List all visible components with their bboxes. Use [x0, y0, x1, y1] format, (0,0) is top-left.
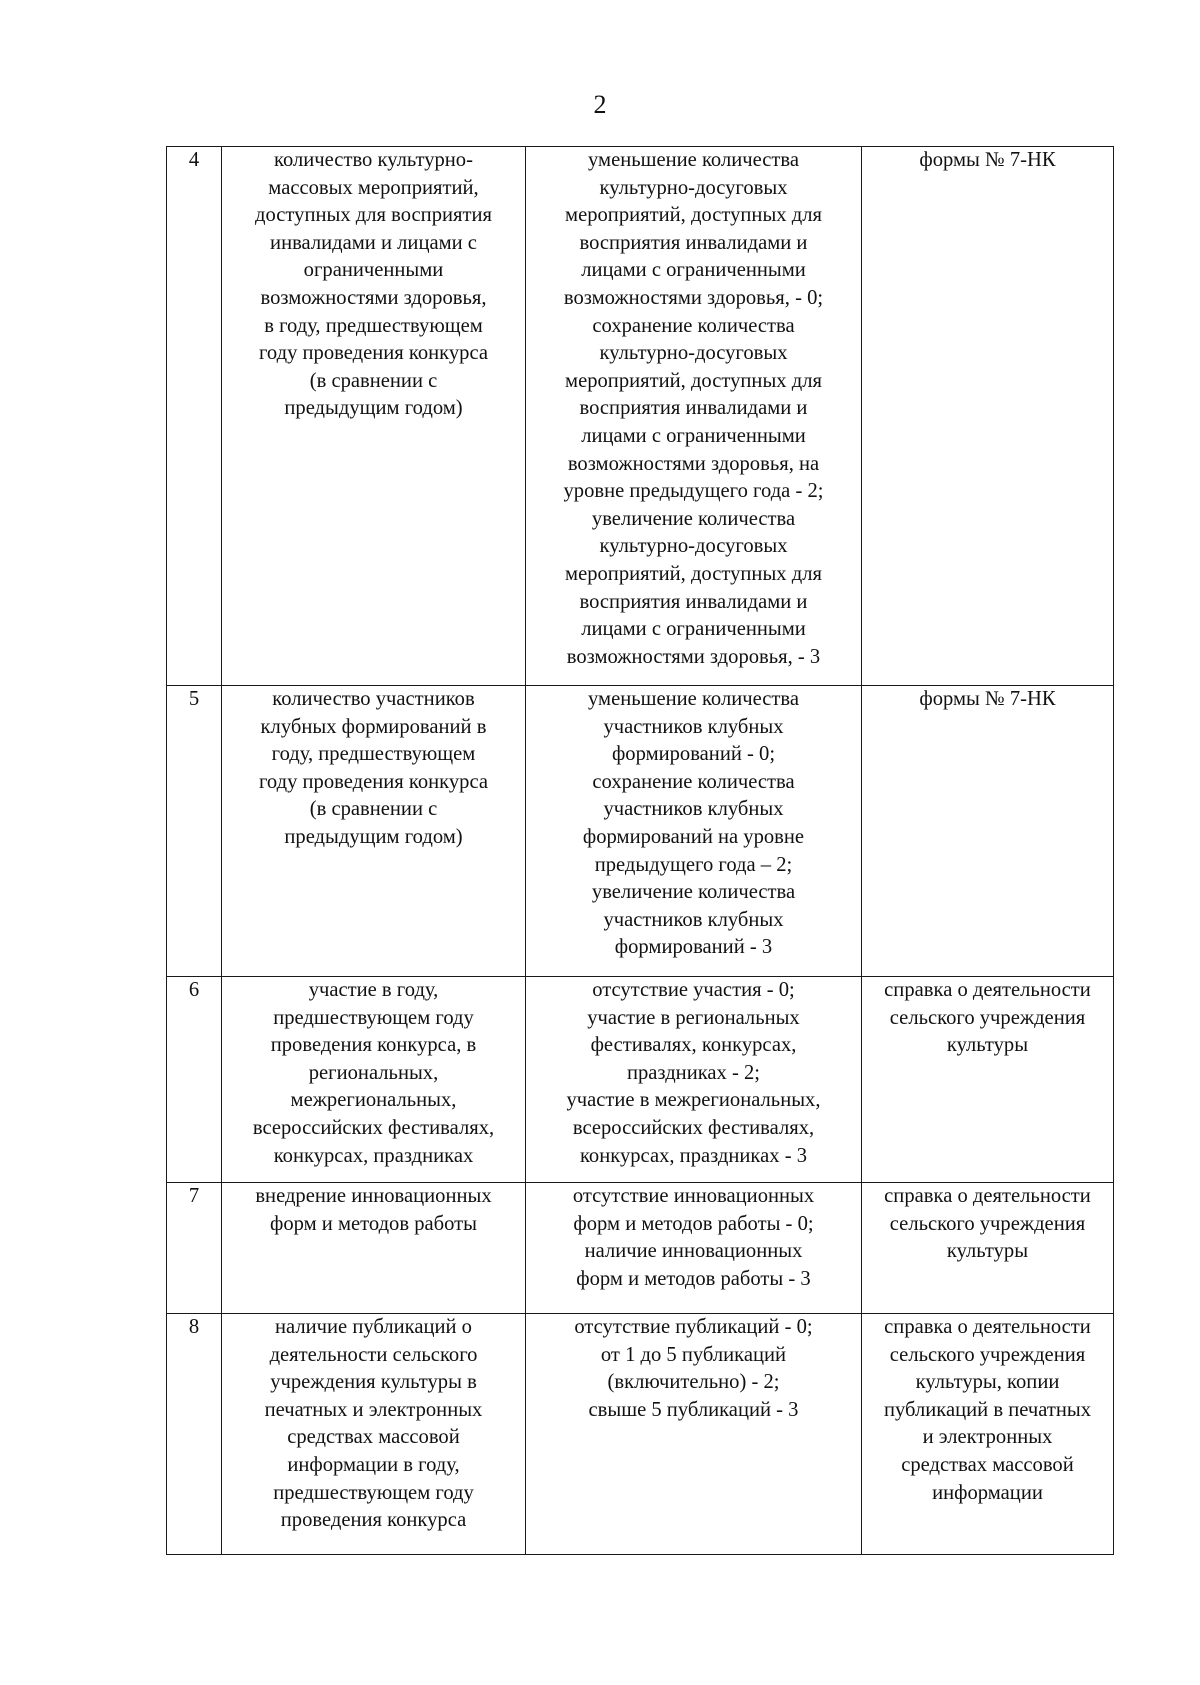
row-number: 7: [167, 1183, 222, 1314]
scoring-cell: отсутствие участия - 0; участие в региональных фестивалях, конкурсах, праздниках - 2; участие в межрегиональных, всероссийских фестивалях, конкурсах, праздниках - 3: [526, 977, 862, 1183]
source-cell: формы № 7-НК: [862, 686, 1114, 977]
row-number: 5: [167, 686, 222, 977]
criteria-table: [166, 146, 1114, 1555]
indicator-cell: наличие публикаций о деятельности сельского учреждения культуры в печатных и электронных средствах массовой информации в году, предшествующем году проведения конкурса: [222, 1314, 526, 1555]
scoring-cell: уменьшение количества культурно-досуговых мероприятий, доступных для восприятия инвалидами и лицами с ограниченными возможностями здоровья, - 0; сохранение количества культурно-досуговых мероприятий, доступных для восприятия инвалидами и лицами с ограниченными возможностями здоровья, на уровне предыдущего года - 2; увеличение количества культурно-досуговых мероприятий, доступных для восприятия инвалидами и лицами с ограниченными возможностями здоровья, - 3: [526, 147, 862, 686]
indicator-cell: количество культурно- массовых мероприятий, доступных для восприятия инвалидами и лицами с ограниченными возможностями здоровья, в году, предшествующем году проведения конкурса (в сравнении с предыдущим годом): [222, 147, 526, 686]
source-cell: справка о деятельности сельского учреждения культуры, копии публикаций в печатных и электронных средствах массовой информации: [862, 1314, 1114, 1555]
table-row: [167, 1314, 1114, 1555]
table-row: [167, 686, 1114, 977]
source-cell: справка о деятельности сельского учреждения культуры: [862, 977, 1114, 1183]
scoring-cell: уменьшение количества участников клубных формирований - 0; сохранение количества участников клубных формирований на уровне предыдущего года – 2; увеличение количества участников клубных формирований - 3: [526, 686, 862, 977]
page-number: 2: [593, 90, 607, 119]
source-cell: справка о деятельности сельского учреждения культуры: [862, 1183, 1114, 1314]
row-number: 8: [167, 1314, 222, 1555]
scoring-cell: отсутствие публикаций - 0; от 1 до 5 публикаций (включительно) - 2; свыше 5 публикаций - 3: [526, 1314, 862, 1555]
source-cell: формы № 7-НК: [862, 147, 1114, 686]
row-number: 6: [167, 977, 222, 1183]
table-row: [167, 977, 1114, 1183]
indicator-cell: количество участников клубных формирований в году, предшествующем году проведения конкурса (в сравнении с предыдущим годом): [222, 686, 526, 977]
scoring-cell: отсутствие инновационных форм и методов работы - 0; наличие инновационных форм и методов работы - 3: [526, 1183, 862, 1314]
indicator-cell: участие в году, предшествующем году проведения конкурса, в региональных, межрегиональных, всероссийских фестивалях, конкурсах, праздниках: [222, 977, 526, 1183]
table-row: [167, 1183, 1114, 1314]
table-row: [167, 147, 1114, 686]
row-number: 4: [167, 147, 222, 686]
indicator-cell: внедрение инновационных форм и методов работы: [222, 1183, 526, 1314]
